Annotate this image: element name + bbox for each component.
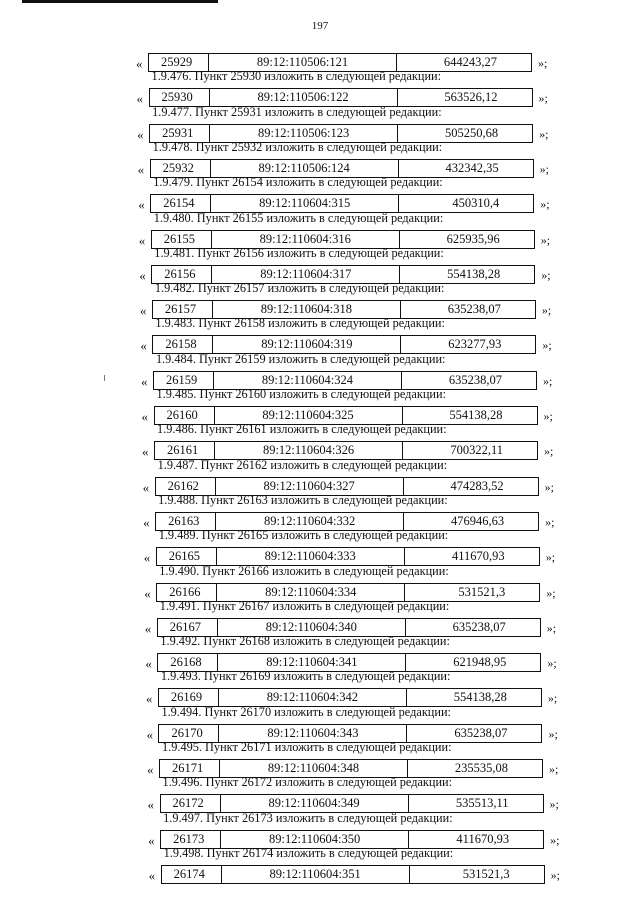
closing-quote: »;	[540, 232, 551, 247]
opening-quote: «	[138, 197, 145, 213]
item-number-cell: 26169	[159, 689, 219, 706]
amendment-clause: 1.9.479. Пункт 26154 изложить в следующей редакции:	[153, 175, 443, 190]
closing-quote: »;	[547, 656, 557, 671]
closing-quote: »;	[539, 126, 549, 141]
value-cell: 635238,07	[447, 302, 501, 317]
closing-quote: »;	[549, 797, 559, 812]
opening-quote: «	[147, 762, 154, 777]
value-cell: 554138,28	[453, 690, 507, 705]
opening-quote: «	[141, 409, 148, 424]
item-number-cell: 26167	[158, 619, 218, 636]
cadastral-number-cell: 89:12:110604:334	[217, 584, 405, 601]
value-cell: 635238,07	[448, 372, 502, 387]
opening-quote: «	[140, 373, 148, 389]
opening-quote: «	[139, 267, 146, 283]
cadastral-number-cell: 89:12:110604:326	[215, 442, 403, 459]
value-cell: 635238,07	[454, 725, 508, 740]
item-number-cell: 26158	[153, 336, 213, 353]
cadastral-number-cell: 89:12:110604:341	[218, 654, 406, 671]
opening-quote: «	[142, 444, 149, 460]
item-number-cell: 26172	[161, 795, 221, 812]
value-cell: 621948,95	[453, 655, 507, 670]
value-cell: 235535,08	[454, 761, 508, 775]
value-cell: 474283,52	[450, 478, 504, 493]
item-number-cell: 26161	[155, 442, 215, 459]
amendment-clause: 1.9.483. Пункт 26158 изложить в следующей редакции:	[155, 316, 445, 331]
closing-quote: »;	[546, 620, 557, 635]
closing-quote: »;	[546, 585, 556, 600]
item-number-cell: 26159	[154, 372, 214, 389]
value-cell: 476946,63	[451, 513, 505, 528]
opening-quote: «	[147, 797, 155, 813]
cadastral-number-cell: 89:12:110604:317	[212, 266, 400, 283]
amendment-clause: 1.9.489. Пункт 26165 изложить в следующей редакции:	[158, 528, 449, 543]
closing-quote: »;	[545, 514, 555, 529]
amendment-clause: 1.9.480. Пункт 26155 изложить в следующей редакции:	[153, 210, 444, 225]
amendment-clause: 1.9.487. Пункт 26162 изложить в следующей редакции:	[157, 457, 448, 472]
closing-quote: »;	[550, 832, 560, 847]
item-number-cell: 26166	[157, 584, 217, 601]
amendment-clause: 1.9.486. Пункт 26161 изложить в следующей редакции:	[157, 422, 447, 437]
item-number-cell: 25931	[150, 125, 210, 142]
amendment-clause: 1.9.488. Пункт 26163 изложить в следующей редакции:	[158, 492, 448, 507]
opening-quote: «	[143, 550, 151, 566]
closing-quote: »;	[550, 867, 560, 882]
opening-quote: «	[138, 232, 146, 248]
closing-quote: »;	[538, 56, 548, 70]
cadastral-number-cell: 89:12:110604:318	[213, 301, 401, 318]
item-number-cell: 26170	[159, 725, 219, 742]
closing-quote: »;	[538, 91, 548, 106]
value-cell: 644243,27	[443, 55, 497, 69]
closing-quote: »;	[540, 197, 550, 212]
opening-quote: «	[145, 656, 152, 672]
value-cell: 625935,96	[446, 231, 500, 246]
amendment-clause: 1.9.485. Пункт 26160 изложить в следующей редакции:	[156, 387, 447, 401]
item-number-cell: 26174	[162, 866, 222, 883]
opening-quote: «	[136, 56, 143, 71]
item-number-cell: 26154	[151, 195, 211, 212]
opening-quote: «	[140, 338, 147, 354]
cadastral-number-cell: 89:12:110604:316	[212, 231, 400, 248]
closing-quote: »;	[548, 726, 558, 741]
amendment-clause: 1.9.496. Пункт 26172 изложить в следующей редакции:	[162, 775, 453, 790]
cadastral-number-cell: 89:12:110506:123	[210, 125, 398, 142]
cadastral-number-cell: 89:12:110604:343	[219, 725, 407, 742]
amendment-clause: 1.9.491. Пункт 26167 изложить в следующей редакции:	[159, 598, 450, 613]
opening-quote: «	[148, 867, 156, 883]
closing-quote: »;	[541, 267, 551, 282]
value-cell: 411670,93	[456, 831, 510, 846]
cadastral-number-cell: 89:12:110604:349	[221, 795, 409, 812]
closing-quote: »;	[542, 338, 552, 353]
item-number-cell: 26173	[161, 831, 221, 848]
cadastral-number-cell: 89:12:110604:324	[214, 372, 402, 389]
item-number-cell: 26160	[155, 407, 215, 424]
amendment-clause: 1.9.493. Пункт 26169 изложить в следующей редакции:	[160, 669, 451, 684]
value-cell: 623277,93	[448, 337, 502, 352]
amendment-clause: 1.9.482. Пункт 26157 изложить в следующей редакции:	[154, 281, 445, 296]
item-number-cell: 25930	[150, 89, 210, 106]
cadastral-number-cell: 89:12:110604:315	[211, 195, 399, 212]
value-cell: 554138,28	[447, 266, 501, 281]
closing-quote: »;	[544, 444, 554, 459]
opening-quote: «	[148, 832, 155, 848]
closing-quote: »;	[542, 373, 553, 388]
table-row	[148, 865, 583, 884]
amendment-clause: 1.9.481. Пункт 26156 изложить в следующей редакции:	[154, 245, 444, 260]
cadastral-number-cell: 89:12:110604:332	[216, 513, 404, 530]
opening-quote: «	[143, 514, 150, 530]
closing-quote: »;	[547, 691, 558, 706]
opening-quote: «	[137, 126, 144, 142]
cadastral-number-cell: 89:12:110604:348	[220, 760, 408, 777]
opening-quote: «	[139, 303, 147, 319]
amendment-clause: 1.9.494. Пункт 26170 изложить в следующей редакции:	[161, 704, 451, 719]
item-number-cell: 26171	[160, 760, 220, 777]
cadastral-number-cell: 89:12:110506:121	[209, 54, 397, 71]
cadastral-number-cell: 89:12:110604:325	[215, 407, 403, 424]
amendment-clause: 1.9.476. Пункт 25930 изложить в следующей редакции:	[151, 69, 442, 84]
closing-quote: »;	[545, 550, 556, 565]
value-cell: 535513,11	[455, 796, 509, 811]
value-cell: 554138,28	[449, 408, 503, 422]
value-cell: 432342,35	[445, 160, 499, 175]
cadastral-number-cell: 89:12:110506:124	[211, 160, 399, 177]
cadastral-number-cell: 89:12:110604:342	[219, 689, 407, 706]
item-number-cell: 26165	[157, 548, 217, 565]
closing-quote: »;	[541, 303, 552, 318]
closing-quote: »;	[539, 161, 549, 176]
amendment-clause: 1.9.478. Пункт 25932 изложить в следующей редакции:	[152, 139, 443, 154]
value-cell: 700322,11	[450, 443, 504, 458]
amendment-clause: 1.9.490. Пункт 26166 изложить в следующей редакции:	[159, 563, 449, 578]
amendment-clause: 1.9.498. Пункт 26174 изложить в следующей редакции:	[163, 845, 454, 860]
value-cell: 411670,93	[452, 549, 505, 564]
cadastral-number-cell: 89:12:110506:122	[210, 89, 398, 106]
cadastral-number-cell: 89:12:110604:327	[216, 478, 404, 495]
value-cell: 531521,3	[462, 866, 510, 881]
cadastral-number-cell: 89:12:110604:319	[213, 336, 401, 353]
item-number-cell: 26155	[152, 231, 212, 248]
amendment-clause: 1.9.477. Пункт 25931 изложить в следующей редакции:	[152, 104, 442, 119]
cadastral-number-cell: 89:12:110604:351	[222, 866, 410, 883]
value-cell: 635238,07	[452, 619, 506, 634]
cadastral-number-cell: 89:12:110604:350	[221, 831, 409, 848]
value-cell: 531521,3	[458, 584, 506, 599]
cadastral-number-cell: 89:12:110604:340	[218, 619, 406, 636]
cadastral-number-cell: 89:12:110604:333	[217, 548, 405, 565]
item-number-cell: 26163	[156, 513, 216, 530]
opening-quote: «	[136, 91, 144, 107]
item-number-cell: 26168	[158, 654, 218, 671]
closing-quote: »;	[543, 409, 553, 423]
opening-quote: «	[144, 620, 152, 636]
closing-quote: »;	[544, 479, 554, 494]
opening-quote: «	[145, 691, 153, 707]
opening-quote: «	[146, 726, 153, 742]
item-number-cell: 25929	[149, 54, 209, 71]
opening-quote: «	[137, 161, 145, 177]
amendment-clause: 1.9.484. Пункт 26159 изложить в следующей редакции:	[155, 351, 446, 366]
item-number-cell: 25932	[151, 160, 211, 177]
item-number-cell: 26157	[153, 301, 213, 318]
amendment-clause: 1.9.495. Пункт 26171 изложить в следующей редакции:	[162, 740, 452, 754]
opening-quote: «	[144, 585, 151, 601]
opening-quote: «	[142, 479, 150, 495]
item-number-cell: 26162	[156, 478, 216, 495]
value-cell: 563526,12	[444, 90, 498, 105]
amendment-clause: 1.9.497. Пункт 26173 изложить в следующей редакции:	[163, 810, 453, 825]
page-number: 197	[311, 20, 329, 32]
value-cell: 450310,4	[452, 196, 500, 211]
closing-quote: »;	[549, 762, 559, 776]
item-number-cell: 26156	[152, 266, 212, 283]
amendment-clause: 1.9.492. Пункт 26168 изложить в следующей редакции:	[160, 634, 450, 649]
entry-table	[161, 865, 545, 884]
value-cell: 505250,68	[444, 125, 499, 140]
